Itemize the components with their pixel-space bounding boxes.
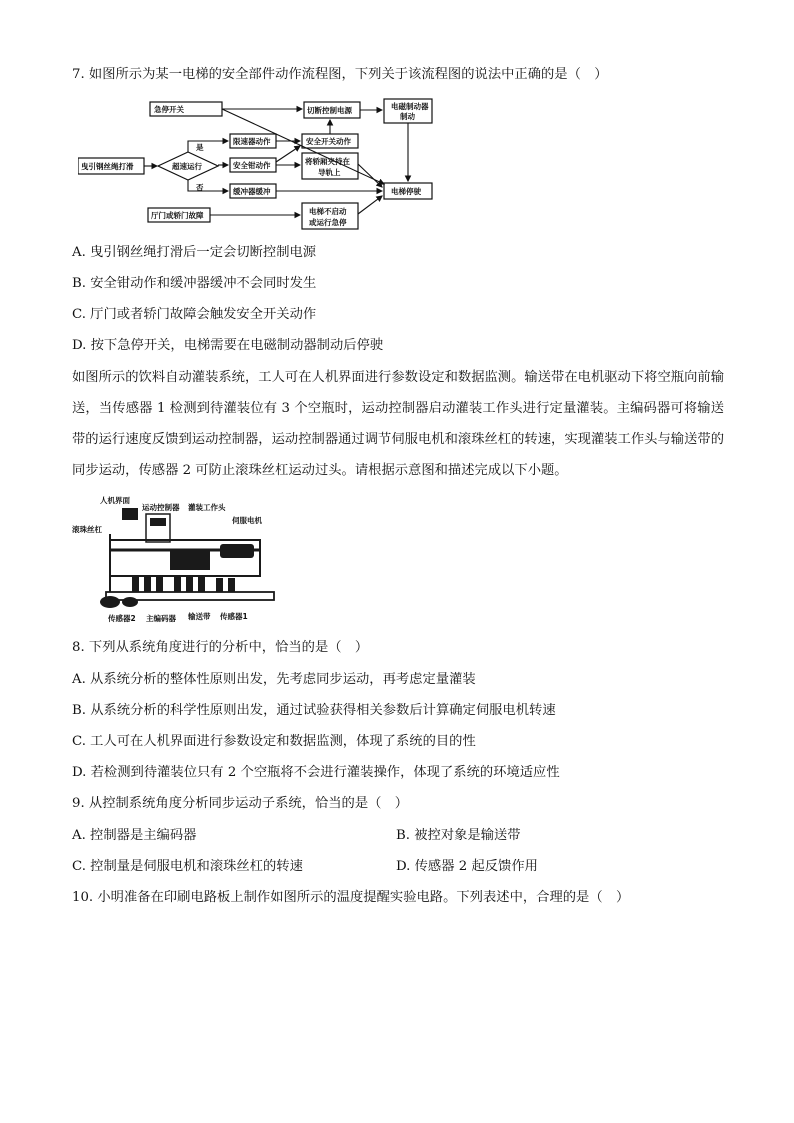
q9-stem: 9. 从控制系统角度分析同步运动子系统，恰当的是（ ）: [72, 796, 409, 811]
flow-label-yes: 是: [196, 143, 204, 152]
flow-box-buffer: [230, 184, 276, 198]
servo-motor: [220, 544, 254, 558]
svg-text:电磁制动器: 电磁制动器: [391, 102, 429, 111]
q8-option-d[interactable]: D. 若检测到待灌装位只有 2 个空瓶将不会进行灌装操作，体现了系统的环境适应性: [72, 765, 560, 780]
label-filling-head: 灌装工作头: [188, 503, 226, 512]
flow-box-speed-limiter: [230, 134, 276, 148]
label-servo: 伺服电机: [232, 516, 262, 525]
flow-label-no: 否: [196, 183, 204, 192]
material-paragraph: 如图所示的饮料自动灌装系统，工人可在人机界面进行参数设定和数据监测。输送带在电机驱动下将空瓶向前输送，当传感器 1 检测到待灌装位有 3 个空瓶时，运动控制器启动灌装工作头进行定量灌装。主编码器可将输送带的运行速度反馈到运动控制器，运动控制器通过调节伺服电机和滚珠丝杠的转速，实现灌装工作头与输送带的同步运动，传感器 2 可防止滚珠丝杠运动过头。请根据示意图和描述完成以下小题。: [72, 370, 724, 478]
q9-option-d[interactable]: D. 传感器 2 起反馈作用: [396, 859, 538, 874]
svg-text:制动: 制动: [400, 112, 415, 121]
svg-text:安全开关动作: 安全开关动作: [306, 137, 351, 146]
svg-text:厅门或轿门故障: 厅门或轿门故障: [151, 211, 204, 220]
bottles: [132, 576, 235, 592]
q9-option-c[interactable]: C. 控制量是伺服电机和滚珠丝杠的转速: [72, 859, 303, 874]
q7-option-b[interactable]: B. 安全钳动作和缓冲器缓冲不会同时发生: [72, 276, 317, 291]
q7-option-c[interactable]: C. 厅门或者轿门故障会触发安全开关动作: [72, 307, 317, 322]
flow-box-brake: [384, 99, 432, 123]
q8-option-b[interactable]: B. 从系统分析的科学性原则出发，通过试验获得相关参数后计算确定伺服电机转速: [72, 703, 556, 718]
label-sensor1: 传感器1: [220, 612, 248, 621]
flow-box-safety-gear: [230, 158, 276, 172]
label-ball-screw: 滚珠丝杠: [72, 525, 102, 534]
flow-box-emergency-stop: [150, 102, 222, 116]
svg-text:切断控制电源: 切断控制电源: [307, 106, 352, 115]
hmi-screen: [122, 508, 138, 520]
flow-box-stop: [384, 183, 432, 199]
flow-box-safety-switch: [302, 134, 358, 148]
svg-text:缓冲器缓冲: 缓冲器缓冲: [233, 187, 271, 196]
q7-stem: 7. 如图所示为某一电梯的安全部件动作流程图，下列关于该流程图的说法中正确的是（ ）: [72, 67, 608, 82]
filling-head: [170, 550, 210, 570]
q9-option-b[interactable]: B. 被控对象是输送带: [396, 828, 521, 843]
svg-text:电梯停驶: 电梯停驶: [391, 187, 421, 196]
svg-text:将轿厢夹持在: 将轿厢夹持在: [305, 157, 350, 166]
label-sensor2: 传感器2: [108, 614, 136, 623]
q7-option-a[interactable]: A. 曳引钢丝绳打滑后一定会切断控制电源: [72, 245, 317, 260]
flow-box-cut-power: [304, 102, 360, 118]
svg-text:急停开关: 急停开关: [154, 105, 184, 114]
svg-text:限速器动作: 限速器动作: [233, 137, 271, 146]
label-hmi: 人机界面: [100, 496, 130, 505]
svg-text:导轨上: 导轨上: [318, 168, 341, 177]
q8-option-c[interactable]: C. 工人可在人机界面进行参数设定和数据监测，体现了系统的目的性: [72, 734, 476, 749]
svg-text:超速运行: 超速运行: [172, 162, 202, 171]
q8-option-a[interactable]: A. 从系统分析的整体性原则出发，先考虑同步运动，再考虑定量灌装: [72, 672, 476, 687]
label-conveyor: 输送带: [188, 612, 211, 621]
flow-box-no-start: [302, 203, 358, 229]
filling-system-figure: [70, 494, 275, 626]
encoder-roller: [100, 596, 120, 608]
label-controller: 运动控制器: [142, 503, 180, 512]
svg-text:曳引钢丝绳打滑: 曳引钢丝绳打滑: [81, 162, 134, 171]
svg-text:安全钳动作: 安全钳动作: [233, 161, 271, 170]
flow-box-clamp: [302, 153, 358, 179]
svg-text:电梯不启动: 电梯不启动: [309, 207, 347, 216]
q10-stem: 10. 小明准备在印刷电路板上制作如图所示的温度提醒实验电路。下列表述中，合理的是（ ）: [72, 890, 630, 905]
flow-box-rope-slip: [78, 158, 144, 174]
elevator-flowchart: [78, 96, 438, 232]
label-encoder: 主编码器: [146, 614, 176, 623]
flow-box-door-fault: [148, 208, 210, 222]
q7-option-d[interactable]: D. 按下急停开关，电梯需要在电磁制动器制动后停驶: [72, 338, 384, 353]
svg-text:或运行急停: 或运行急停: [309, 218, 347, 227]
q8-stem: 8. 下列从系统角度进行的分析中，恰当的是（ ）: [72, 640, 369, 655]
flow-diamond-overspeed: [158, 152, 218, 180]
q9-option-a[interactable]: A. 控制器是主编码器: [72, 828, 197, 843]
